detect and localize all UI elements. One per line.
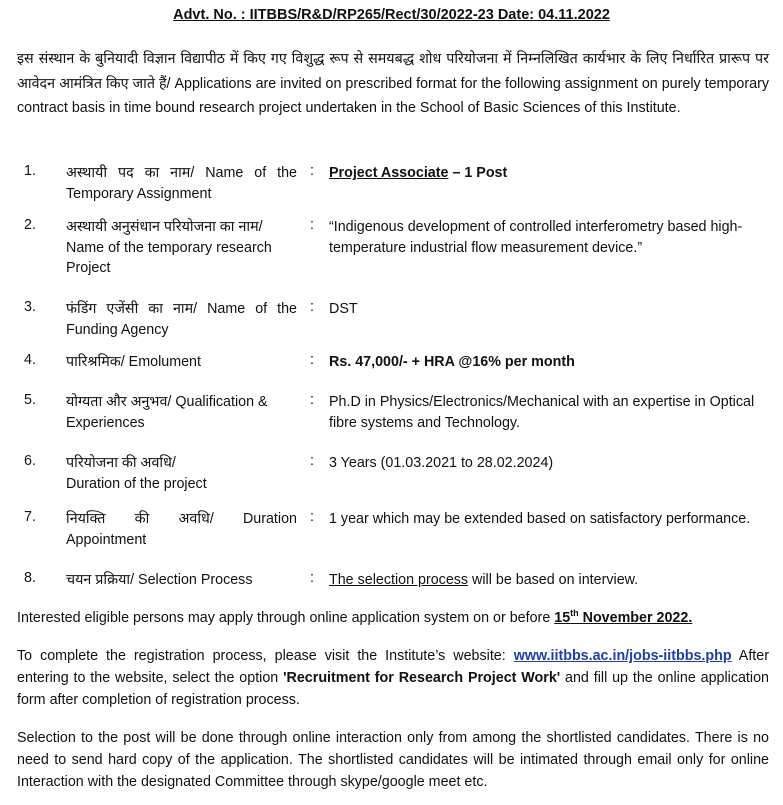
item-value: Ph.D in Physics/Electronics/Mechanical with an expertise in Optical fibre systems and Technology. [329, 394, 755, 431]
registration-paragraph: To complete the registration process, please visit the Institute’s website: www.iitbbs.ac.in/jobs-iitbbs.php After entering to the website, select the option 'Recruitment for Research Project Work' and fill up the online application form after completion of registration process. [17, 648, 769, 708]
item-number: 6. [24, 453, 36, 469]
item-value: Project Associate – 1 Post [329, 165, 508, 181]
item-value: DST [329, 301, 358, 317]
item-number: 5. [24, 392, 36, 408]
item-number: 8. [24, 570, 36, 586]
item-value: “Indigenous development of controlled interferometry based high-temperature industrial flow measurement device.” [329, 219, 743, 256]
item-label: परियोजना की अवधि/ Duration of the project [66, 455, 207, 492]
item-number: 7. [24, 509, 36, 525]
item-value: Rs. 47,000/- + HRA @16% per month [329, 354, 575, 370]
item-label: योग्यता और अनुभव/ Qualification & Experiences [66, 394, 268, 431]
item-label: अस्थायी पद का नाम/ Name of the Temporary Assignment [66, 165, 297, 202]
item-label: अस्थायी अनुसंधान परियोजना का नाम/ Name of the temporary research Project [66, 219, 272, 276]
item-number: 1. [24, 163, 36, 179]
item-value: 1 year which may be extended based on satisfactory performance. [329, 511, 751, 527]
deadline-date: 15th November 2022. [554, 608, 693, 626]
website-link[interactable]: www.iitbbs.ac.in/jobs-iitbbs.php [513, 648, 732, 664]
item-label: पारिश्रमिक/ Emolument [66, 354, 201, 370]
item-label: चयन प्रक्रिया/ Selection Process [66, 572, 253, 588]
apply-deadline-paragraph: Interested eligible persons may apply through online application system on or before 15th November 2022. [17, 608, 693, 626]
intro-paragraph: इस संस्थान के बुनियादी विज्ञान विद्यापीठ में किए गए विशुद्ध रूप से समयबद्ध शोध परियोजना में निम्नलिखित कार्यभार के लिए निर्धारित प्रारूप पर आवेदन आमंत्रित किए जाते हैं/ Applications are invited on prescribed format for the following assignment on purely temporary contract basis in time bound research project undertaken in the School of Basic Sciences of this Institute. [17, 51, 769, 116]
advertisement-page: Advt. No. : IITBBS/R&D/RP265/Rect/30/2022-23 Date: 04.11.2022 इस संस्थान के बुनियादी विज्ञान विद्यापीठ में किए गए विशुद्ध रूप से समयबद्ध शोध परियोजना में निम्नलिखित कार्यभार के लिए निर्धारित प्रारूप पर आवेदन आमंत्रित किए जाते हैं/ Applications are invited on prescribed format for the following assignment on purely temporary contract basis in time bound research project undertaken in the School of Basic Sciences of this Institute. 1. अस्थायी पद का नाम/ Name of the Temporary Assignment : Project Associate – 1 Post 2. अस्थायी अनुसंधान परियोजना का नाम/ Name of the temporary research Project : “Indigenous development of controlled interferometry based high-temperature industrial flow measurement device.” 3. फंडिंग एजेंसी का नाम/ Name of the Funding Agency : DST 4. पारिश्रमिक/ Emolument : Rs. 47,000/- + HRA @16% per month 5. योग्यता और अनुभव/ Qualification & Experiences : Ph.D in Physics/Electronics/Mechanical with an expertise in Optical fibre systems and Technology. 6. परियोजना की अवधि/ Duration of the project : 3 Years (01.03.2021 to 28.02.2024) 7. नियक्ति की अवधि/ Duration Appointment : 1 year which may be extended based on satisfactory performance. 8. चयन प्रक्रिया/ Selection Process : The selection process will be based on interview. Interested eligible persons may apply through online application system on or before 15th November 2022. To complete the registration process, please visit the Institute’s website: www.iitbbs.ac.in/jobs-iitbbs.php After entering to the website, select the option 'Recruitment for Research Project Work' and fill up the online application form after completion of registration process. Selection to the post will be done through online interaction only from among the shortlisted candidates. There is no need to send hard copy of the application. The shortlisted candidates will be intimated through email only for online Interaction with the designated Committee through skype/google meet etc. [0, 0, 783, 805]
item-label: नियक्ति की अवधि/ Duration Appointment [66, 511, 297, 548]
item-value: The selection process will be based on interview. [329, 572, 639, 588]
advertisement-header: Advt. No. : IITBBS/R&D/RP265/Rect/30/2022-23 Date: 04.11.2022 [173, 7, 610, 23]
recruitment-option: 'Recruitment for Research Project Work' [283, 670, 561, 686]
item-number: 3. [24, 299, 36, 315]
selection-paragraph: Selection to the post will be done through online interaction only from among the shortlisted candidates. There is no need to send hard copy of the application. The shortlisted candidates will be intimated through email only for online Interaction with the designated Committee through skype/google meet etc. [17, 730, 769, 790]
item-number: 4. [24, 352, 36, 368]
item-label: फंडिंग एजेंसी का नाम/ Name of the Funding Agency [66, 301, 297, 338]
item-value: 3 Years (01.03.2021 to 28.02.2024) [329, 455, 554, 471]
item-number: 2. [24, 217, 36, 233]
